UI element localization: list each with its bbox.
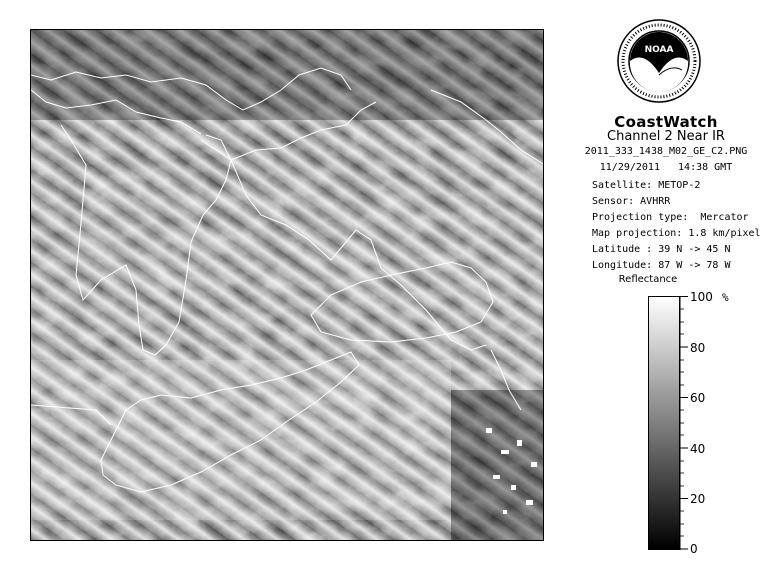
latitude-label: Latitude : 39 N -> 45 N — [592, 244, 731, 255]
svg-text:NOAA: NOAA — [644, 45, 674, 55]
colorbar-tick: 20 — [690, 492, 706, 506]
noaa-logo — [616, 18, 702, 104]
longitude-label: Longitude: 87 W -> 78 W — [592, 260, 731, 271]
colorbar-tick: 0 — [690, 542, 698, 556]
colorbar-ticks — [680, 296, 692, 552]
date-time: 11/29/2011 14:38 GMT — [599, 162, 733, 173]
satellite-label: Satellite: METOP-2 — [592, 180, 701, 191]
sensor-label: Sensor: AVHRR — [592, 196, 671, 207]
colorbar-unit: % — [722, 291, 729, 304]
colorbar-title: Reflectance — [618, 274, 678, 285]
reflectance-colorbar — [648, 296, 680, 550]
coastline-overlay — [31, 30, 544, 541]
channel-title: Channel 2 Near IR — [607, 129, 725, 144]
product-title: CoastWatch — [614, 113, 718, 131]
map-projection-label: Map projection: 1.8 km/pixel — [592, 228, 761, 239]
colorbar-tick: 40 — [690, 442, 706, 456]
colorbar-tick: 80 — [690, 341, 706, 355]
file-name: 2011_333_1438_M02_GE_C2.PNG — [584, 146, 748, 157]
projection-type-label: Projection type: Mercator — [592, 212, 749, 223]
colorbar-tick: 100 — [690, 290, 713, 304]
colorbar-tick: 60 — [690, 391, 706, 405]
satellite-image — [30, 29, 544, 541]
